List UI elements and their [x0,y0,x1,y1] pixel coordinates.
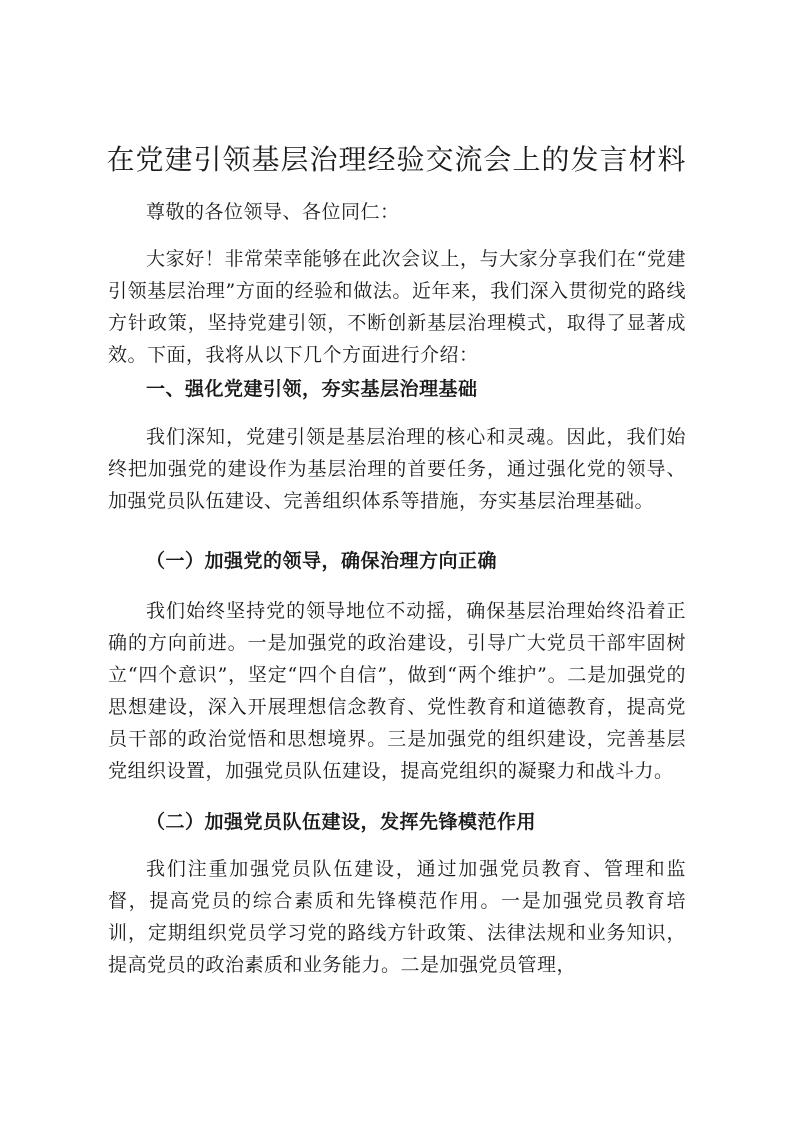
intro-paragraph: 大家好！非常荣幸能够在此次会议上，与大家分享我们在“党建引领基层治理”方面的经验和做法。近年来，我们深入贯彻党的路线方针政策，坚持党建引领，不断创新基层治理模式，取得了显著成效。下面，我将从以下几个方面进行介绍： [108,248,686,366]
subsection-2-paragraph: 我们注重加强党员队伍建设，通过加强党员教育、管理和监督，提高党员的综合素质和先锋模范作用。一是加强党员教育培训，定期组织党员学习党的路线方针政策、法律法规和业务知识，提高党员的政治素质和业务能力。二是加强党员管理， [108,858,686,976]
subsection-1-heading: （一）加强党的领导，确保治理方向正确 [146,550,498,572]
subsection-2-heading: （二）加强党员队伍建设，发挥先锋模范作用 [146,811,537,833]
section-1-heading: 一、强化党建引领，夯实基层治理基础 [146,378,478,400]
section-1-paragraph: 我们深知，党建引领是基层治理的核心和灵魂。因此，我们始终把加强党的建设作为基层治理的首要任务，通过强化党的领导、加强党员队伍建设、完善组织体系等措施，夯实基层治理基础。 [108,426,686,512]
subsection-1-paragraph: 我们始终坚持党的领导地位不动摇，确保基层治理始终沿着正确的方向前进。一是加强党的政治建设，引导广大党员干部牢固树立“四个意识”，坚定“四个自信”，做到“两个维护”。二是加强党的思想建设，深入开展理想信念教育、党性教育和道德教育，提高党员干部的政治觉悟和思想境界。三是加强党的组织建设，完善基层党组织设置，加强党员队伍建设，提高党组织的凝聚力和战斗力。 [108,600,686,782]
greeting: 尊敬的各位领导、各位同仁： [146,201,400,223]
document-title: 在党建引领基层治理经验交流会上的发言材料 [106,143,687,176]
